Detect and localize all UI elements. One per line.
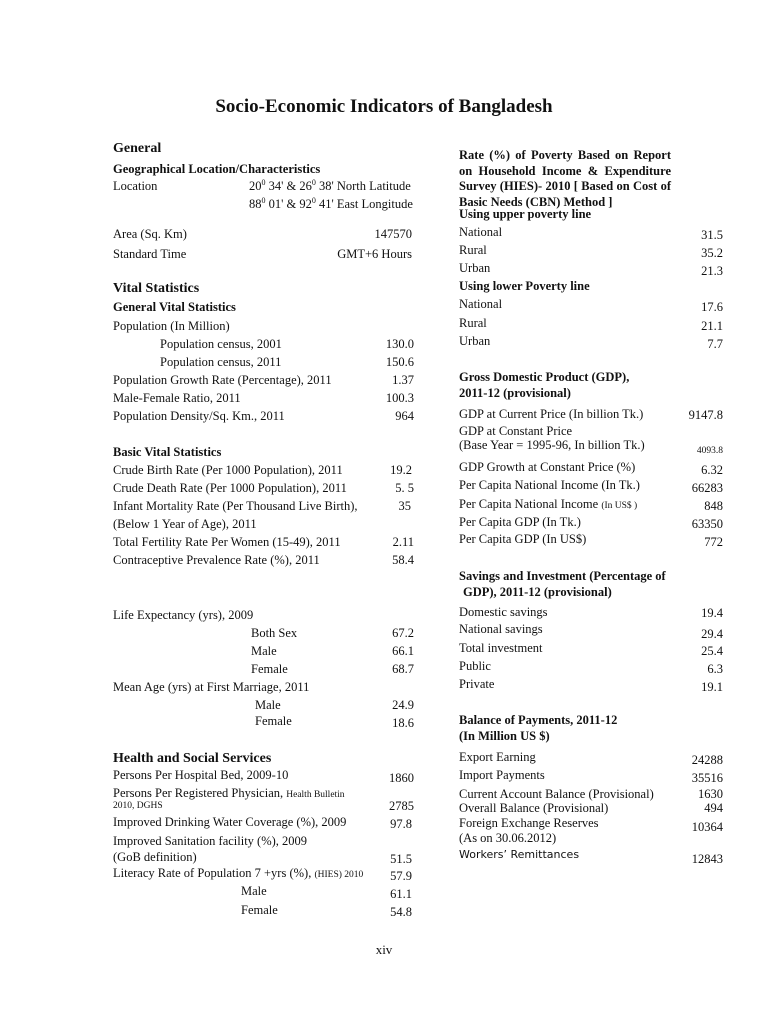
lower-rural-value: 21.1 [701,319,723,333]
cpr-label: Contraceptive Prevalence Rate (%), 2011 [113,553,320,567]
census-2011-value: 150.6 [385,355,414,369]
lower-national-value: 17.6 [701,300,723,314]
reserves-date: (As on 30.06.2012) [459,831,557,845]
lower-poverty-heading: Using lower Poverty line [459,279,590,293]
latitude-value: $20^0$ 34' & $26^0$ 38' North Latitude [249,177,411,193]
cbr-value: 19.2 [390,463,412,477]
water-label: Improved Drinking Water Coverage (%), 2009 [113,815,347,829]
marriage-male-value: 24.9 [392,698,414,712]
national-savings-value: 29.4 [701,627,723,641]
literacy-female-value: 54.8 [390,905,412,919]
census-2001-label: Population census, 2001 [160,337,282,351]
standard-time-label: Standard Time [113,247,187,261]
hospital-bed-label: Persons Per Hospital Bed, 2009-10 [113,768,289,782]
gdp-current-value: 9147.8 [688,408,723,422]
literacy-male-value: 61.1 [390,887,412,901]
reserves-label: Foreign Exchange Reserves [459,816,599,830]
life-male-label: Male [251,644,277,658]
pcni-tk-label: Per Capita National Income (In Tk.) [459,478,640,492]
density-value: 964 [395,409,414,423]
marriage-female-label: Female [255,714,292,728]
export-earning-label: Export Earning [459,750,536,764]
pcni-tk-value: 66283 [691,481,723,495]
gdp-constant-label: GDP at Constant Price [459,424,573,438]
upper-urban-label: Urban [459,261,491,275]
pcni-usd-label: Per Capita National Income (In US$ ) [459,497,638,511]
sanitation-value: 51.5 [390,852,412,866]
general-heading: General [113,141,162,156]
overall-balance-value: 494 [704,801,723,815]
physician-value: 2785 [389,799,414,813]
vital-statistics-heading: Vital Statistics [113,281,200,296]
cbr-label: Crude Birth Rate (Per 1000 Population), 2011 [113,463,343,477]
life-both-label: Both Sex [251,626,298,640]
marriage-male-label: Male [255,698,281,712]
upper-national-label: National [459,225,503,239]
life-female-label: Female [251,662,288,676]
general-vital-heading: General Vital Statistics [113,300,236,314]
sanitation-label-cont: (GoB definition) [113,850,197,864]
literacy-value: 57.9 [390,869,412,883]
census-2011-label: Population census, 2011 [160,355,282,369]
basic-vital-heading: Basic Vital Statistics [113,445,222,459]
literacy-label: Literacy Rate of Population 7 +yrs (%), (HIES) 2010 [113,866,364,880]
gdp-constant-value: 4093.8 [696,446,723,456]
literacy-female-label: Female [241,903,278,917]
public-investment-value: 6.3 [707,662,723,676]
pcgdp-usd-value: 772 [704,535,723,549]
standard-time-value: GMT+6 Hours [337,247,412,261]
marriage-female-value: 18.6 [392,716,414,730]
total-investment-value: 25.4 [701,644,723,658]
growth-rate-label: Population Growth Rate (Percentage), 2011 [113,373,332,387]
reserves-value: 10364 [691,820,723,834]
cdr-label: Crude Death Rate (Per 1000 Population), 2011 [113,481,347,495]
gdp-heading-period: 2011-12 (provisional) [459,386,571,400]
poverty-heading: Rate (%) of Poverty Based on Report on Household Income & Expenditure Survey (HIES)- 2010 [ Based on Cost of Basic Needs (CBN) Method ] [459,148,671,209]
upper-rural-value: 35.2 [701,246,723,260]
bop-heading-unit: (In Million US $) [459,729,550,743]
current-account-label: Current Account Balance (Provisional) [459,787,654,801]
physician-label: Persons Per Registered Physician, Health Bulletin [113,786,345,800]
public-investment-label: Public [459,659,491,673]
growth-rate-value: 1.37 [392,373,414,387]
area-label: Area (Sq. Km) [113,227,187,241]
health-heading: Health and Social Services [113,751,272,766]
pcgdp-usd-label: Per Capita GDP (In US$) [459,532,587,546]
marriage-age-label: Mean Age (yrs) at First Marriage, 2011 [113,680,310,694]
cpr-value: 58.4 [392,553,414,567]
census-2001-value: 130.0 [385,337,414,351]
cdr-value: 5. 5 [395,481,414,495]
life-expectancy-label: Life Expectancy (yrs), 2009 [113,608,254,622]
imr-label-cont: (Below 1 Year of Age), 2011 [113,517,257,531]
remittances-value: 12843 [691,852,723,866]
lower-urban-value: 7.7 [707,337,723,351]
imr-label: Infant Mortality Rate (Per Thousand Live Birth), [113,499,358,513]
domestic-savings-label: Domestic savings [459,605,548,619]
water-value: 97.8 [390,817,412,831]
imr-value: 35 [398,499,411,513]
remittances-label: Workers’ Remittances [459,848,580,861]
pcni-usd-value: 848 [704,499,723,513]
sanitation-label: Improved Sanitation facility (%), 2009 [113,834,308,848]
life-both-value: 67.2 [392,626,414,640]
savings-heading: Savings and Investment (Percentage of [459,569,666,583]
sex-ratio-label: Male-Female Ratio, 2011 [113,391,241,405]
bop-heading: Balance of Payments, 2011-12 [459,713,618,727]
population-label: Population (In Million) [113,319,230,333]
pcgdp-tk-value: 63350 [691,517,723,531]
lower-urban-label: Urban [459,334,491,348]
pcgdp-tk-label: Per Capita GDP (In Tk.) [459,515,581,529]
national-savings-label: National savings [459,622,543,636]
export-earning-value: 24288 [691,753,723,767]
private-investment-label: Private [459,677,495,691]
current-account-value: 1630 [698,787,723,801]
import-payments-value: 35516 [691,771,723,785]
geo-heading: Geographical Location/Characteristics [113,162,321,176]
private-investment-value: 19.1 [701,680,723,694]
gdp-heading: Gross Domestic Product (GDP), [459,370,630,384]
area-value: 147570 [374,227,412,241]
lower-national-label: National [459,297,503,311]
upper-rural-label: Rural [459,243,487,257]
life-male-value: 66.1 [392,644,414,658]
location-label: Location [113,179,158,193]
hospital-bed-value: 1860 [389,771,414,785]
tfr-label: Total Fertility Rate Per Women (15-49), 2011 [113,535,341,549]
upper-poverty-heading: Using upper poverty line [459,207,592,221]
tfr-value: 2.11 [392,535,414,549]
gdp-current-label: GDP at Current Price (In billion Tk.) [459,407,644,421]
gdp-constant-base: (Base Year = 1995-96, In billion Tk.) [459,438,645,452]
sex-ratio-value: 100.3 [385,391,414,405]
gdp-growth-label: GDP Growth at Constant Price (%) [459,460,636,474]
upper-urban-value: 21.3 [701,264,723,278]
longitude-value: $88^0$ 01' & $92^0$ 41' East Longitude [249,195,413,211]
page-title: Socio-Economic Indicators of Bangladesh [215,96,553,117]
savings-heading-period: GDP), 2011-12 (provisional) [463,585,612,599]
total-investment-label: Total investment [459,641,543,655]
life-female-value: 68.7 [392,662,414,676]
density-label: Population Density/Sq. Km., 2011 [113,409,285,423]
literacy-male-label: Male [241,884,267,898]
domestic-savings-value: 19.4 [701,606,723,620]
overall-balance-label: Overall Balance (Provisional) [459,801,609,815]
import-payments-label: Import Payments [459,768,545,782]
gdp-growth-value: 6.32 [701,463,723,477]
lower-rural-label: Rural [459,316,487,330]
page-number: xiv [375,942,393,957]
upper-national-value: 31.5 [701,228,723,242]
physician-source: 2010, DGHS [113,801,163,811]
